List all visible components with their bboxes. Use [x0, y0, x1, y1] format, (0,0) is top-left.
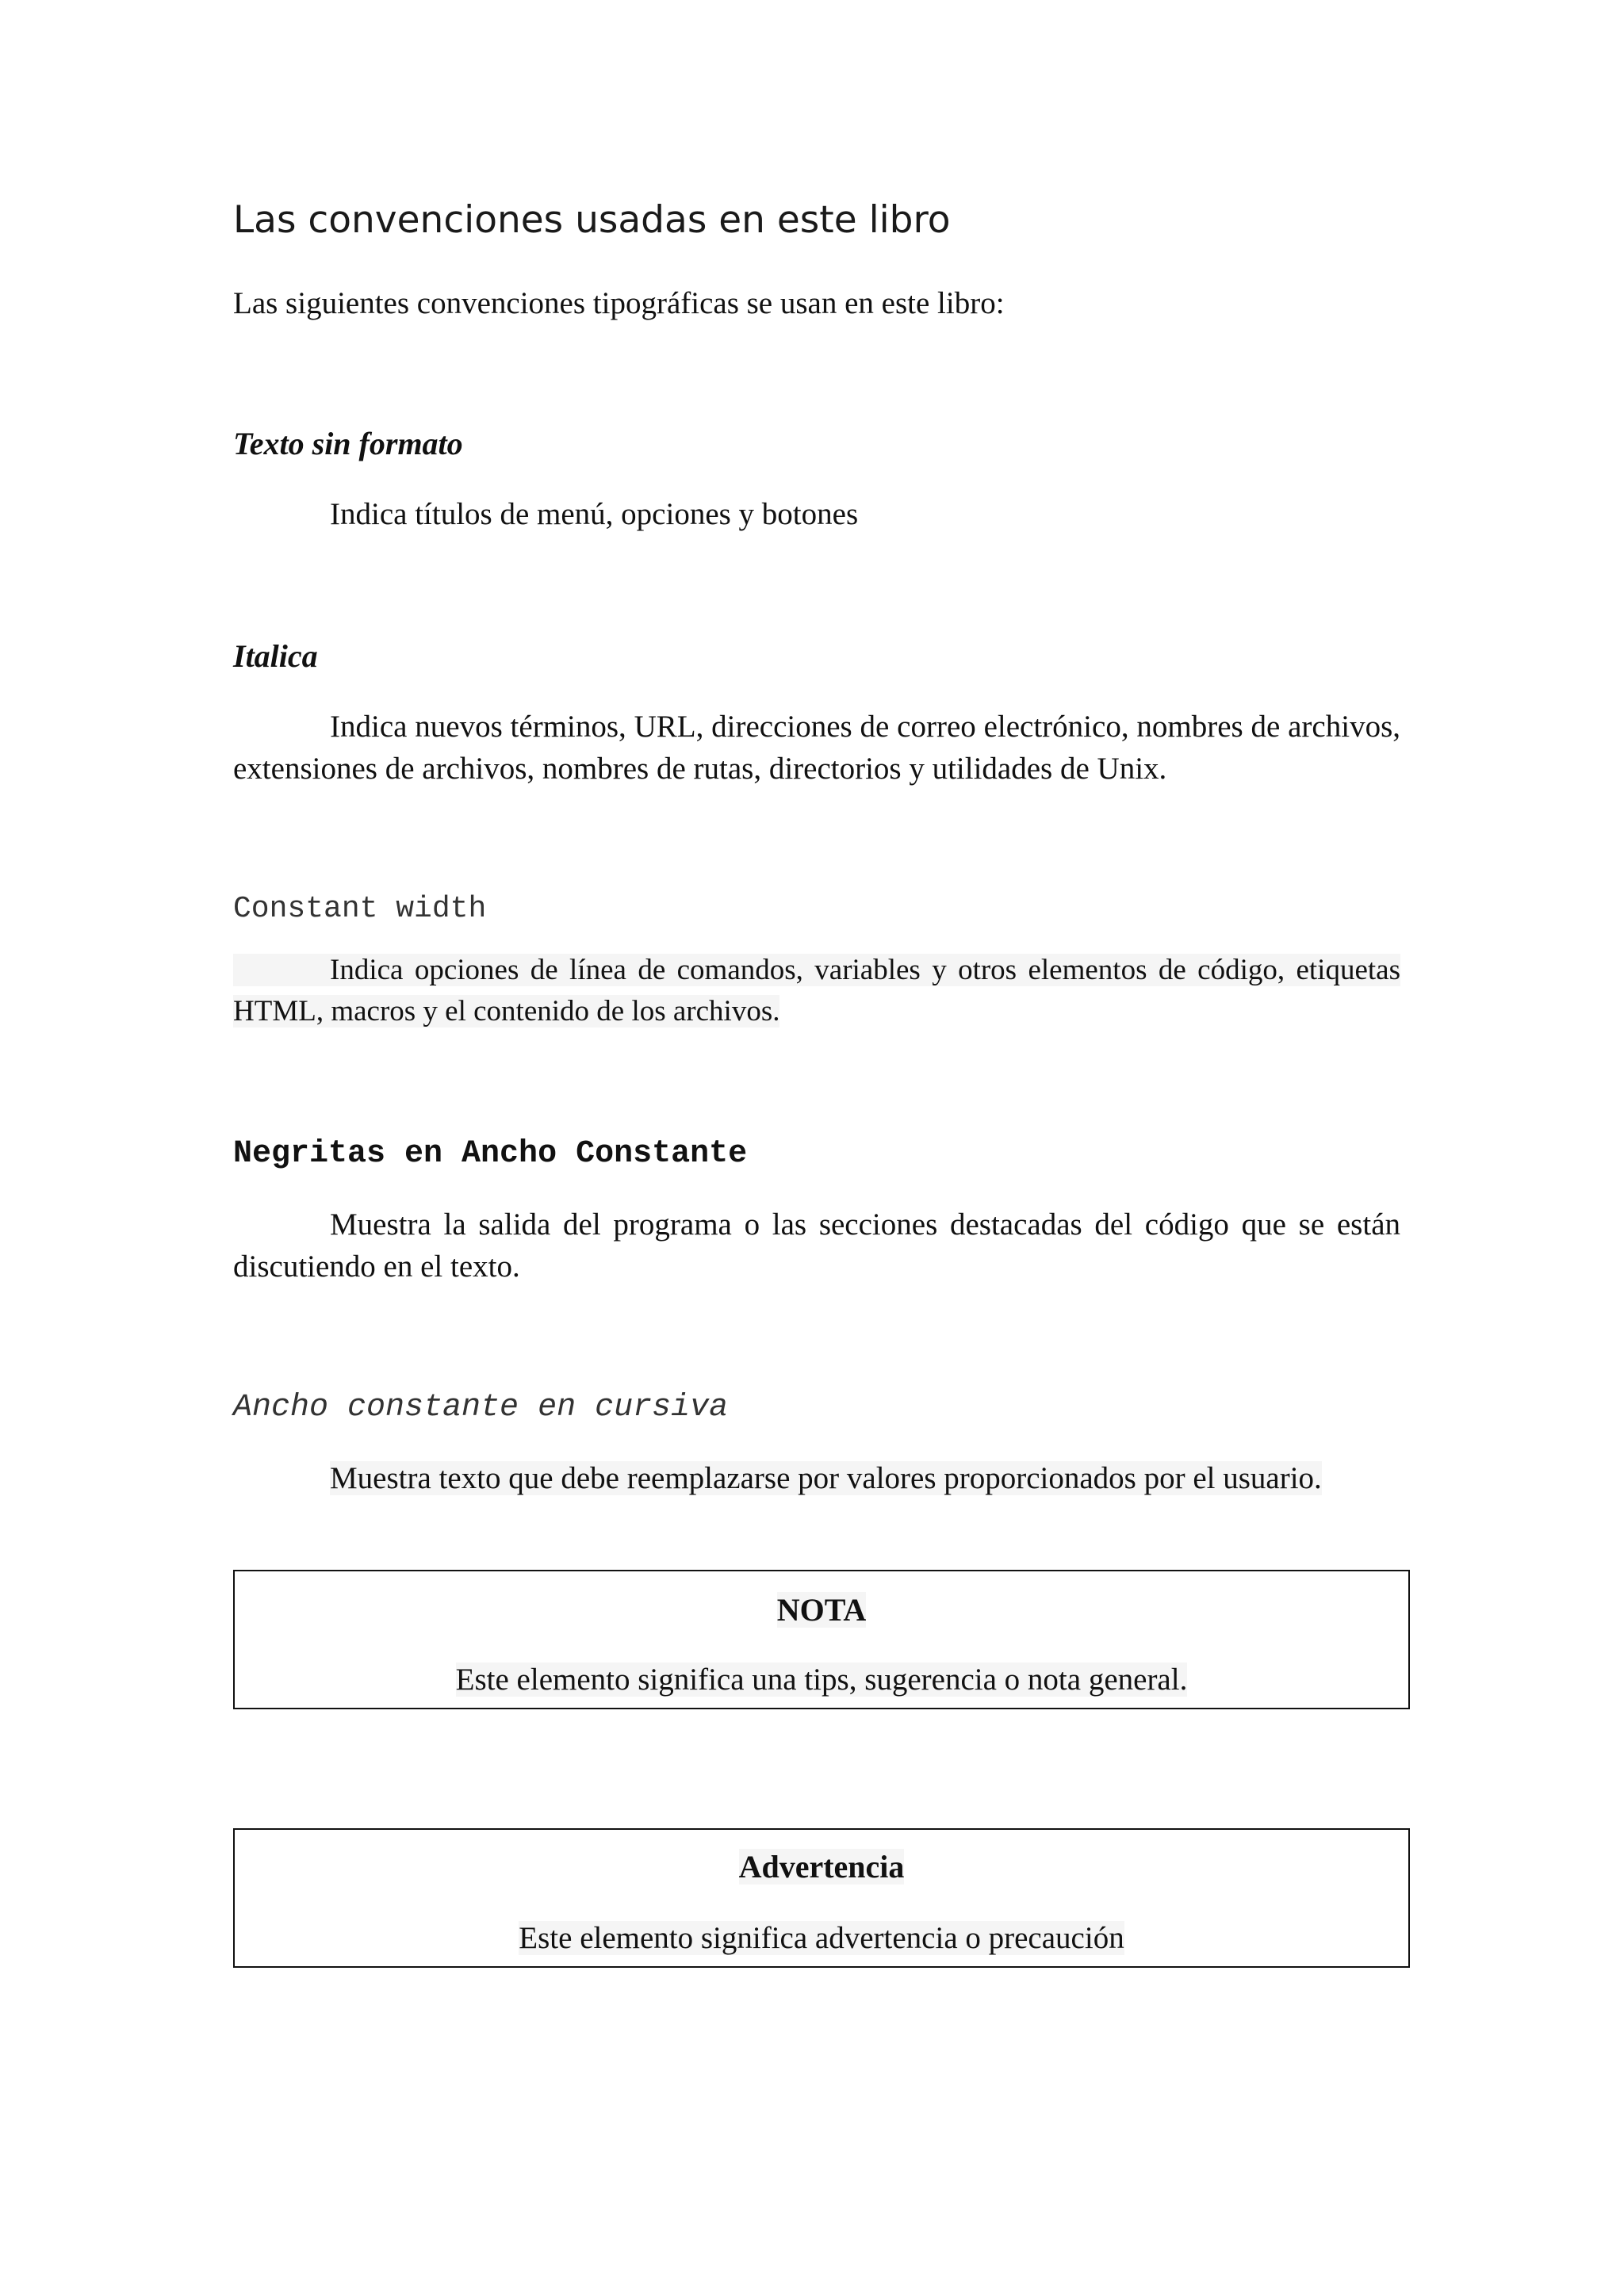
warning-title-text: Advertencia: [738, 1849, 905, 1885]
warning-title: [235, 1846, 1408, 1888]
convention-description-constant-width: [233, 950, 1400, 1032]
warning-box: [233, 1828, 1410, 1968]
warning-text: [235, 1917, 1408, 1959]
convention-heading-constant-width: Constant width: [233, 892, 487, 926]
convention-heading-italic: Italica: [233, 638, 318, 674]
convention-heading-plain: Texto sin formato: [233, 426, 463, 461]
convention-description-plain: Indica títulos de menú, opciones y botones: [330, 497, 859, 531]
convention-description-constant-width-text: Indica opciones de línea de comandos, variables y otros elementos de código, etiquetas HTML, macros y el contenido de los archivos.: [233, 954, 1400, 1027]
page-title: Las convenciones usadas en este libro: [233, 198, 951, 242]
convention-description-italic-text: Indica nuevos términos, URL, direcciones de correo electrónico, nombres de archivos, extensiones de archivos, nombres de rutas, directorios y utilidades de Unix.: [233, 710, 1400, 786]
warning-text-content: Este elemento significa advertencia o precaución: [519, 1921, 1124, 1955]
convention-description-constant-italic: [330, 1457, 1322, 1499]
convention-description-italic: [233, 706, 1400, 790]
convention-description-bold-constant: [233, 1203, 1400, 1288]
note-text: [235, 1659, 1408, 1701]
intro-text: Las siguientes convenciones tipográficas se usan en este libro:: [233, 286, 1005, 320]
note-text-content: Este elemento significa una tips, sugerencia o nota general.: [455, 1663, 1188, 1697]
convention-description-constant-italic-text: Muestra texto que debe reemplazarse por valores proporcionados por el usuario.: [330, 1461, 1322, 1495]
note-title: [235, 1589, 1408, 1632]
note-title-text: NOTA: [776, 1592, 867, 1628]
convention-heading-bold-constant: Negritas en Ancho Constante: [233, 1136, 748, 1172]
convention-heading-constant-italic: Ancho constante en cursiva: [233, 1390, 729, 1425]
convention-description-bold-constant-text: Muestra la salida del programa o las secciones destacadas del código que se están discutiendo en el texto.: [233, 1207, 1400, 1284]
note-box: [233, 1570, 1410, 1709]
